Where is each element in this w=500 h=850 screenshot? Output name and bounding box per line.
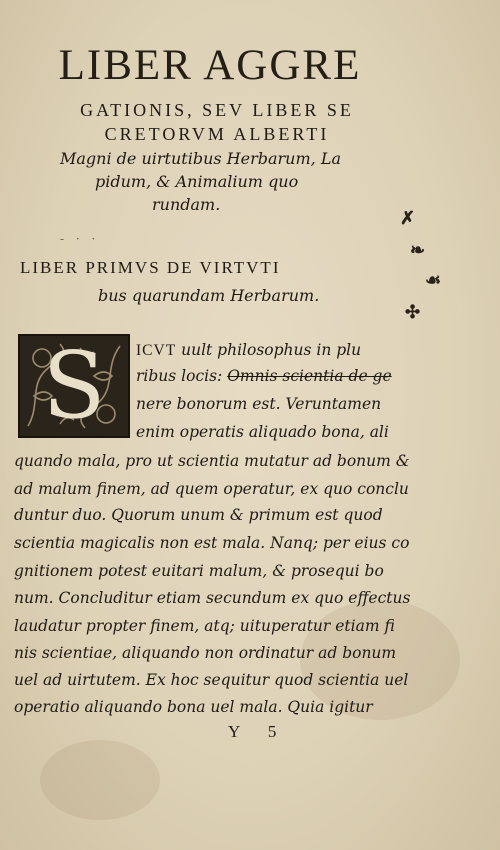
section-heading: LIBER PRIMVS DE VIRTVTI (20, 258, 281, 277)
margin-mark: ☙ (425, 270, 442, 291)
body-line: gnitionem potest euitari malum, & prosequi bo (14, 562, 384, 580)
drop-cap-initial (18, 334, 130, 438)
body-line: laudatur propter finem, atq; uituperatur etiam fi (14, 617, 395, 635)
body-line: num. Concluditur etiam secundum ex quo effectus (14, 589, 411, 607)
body-line: ribus locis: Omnis scientia de ge (136, 367, 392, 385)
body-line: ad malum finem, ad quem operatur, ex quo conclu (14, 480, 409, 498)
ornament-dots: - · · (60, 232, 100, 246)
section-heading-continued: bus quarundam Herbarum. (98, 286, 320, 305)
body-line: nere bonorum est. Veruntamen (136, 395, 382, 413)
paper-stain (40, 740, 160, 820)
signature-mark: Y 5 (228, 722, 289, 741)
body-line: ICVT uult philosophus in plu (136, 341, 362, 359)
margin-mark: ✗ (400, 208, 416, 229)
drop-cap-letter: S (42, 332, 106, 439)
body-line: quando mala, pro ut scientia mutatur ad bonum & (14, 452, 410, 470)
subtitle-line-1: GATIONIS, SEV LIBER SE (80, 100, 354, 120)
body-line: duntur duo. Quorum unum & primum est quod (14, 506, 383, 524)
subtitle-line-2: CRETORVM ALBERTI (104, 124, 330, 144)
italic-line-2: pidum, & Animalium quo (95, 172, 299, 191)
margin-mark: ✣ (405, 302, 421, 323)
body-line: uel ad uirtutem. Ex hoc sequitur quod scientia uel (14, 671, 409, 689)
body-line: nis scientiae, aliquando non ordinatur ad bonum (14, 644, 397, 662)
italic-line-1: Magni de uirtutibus Herbarum, La (60, 149, 341, 168)
italic-line-3: rundam. (152, 195, 221, 214)
body-line: scientia magicalis non est mala. Nanq; per eius co (14, 534, 410, 552)
body-line: operatio aliquando bona uel mala. Quia igitur (14, 698, 373, 716)
margin-mark: ❧ (410, 240, 426, 261)
page-title: LIBER AGGRE (58, 42, 362, 89)
body-line: enim operatis aliquado bona, ali (136, 423, 389, 441)
